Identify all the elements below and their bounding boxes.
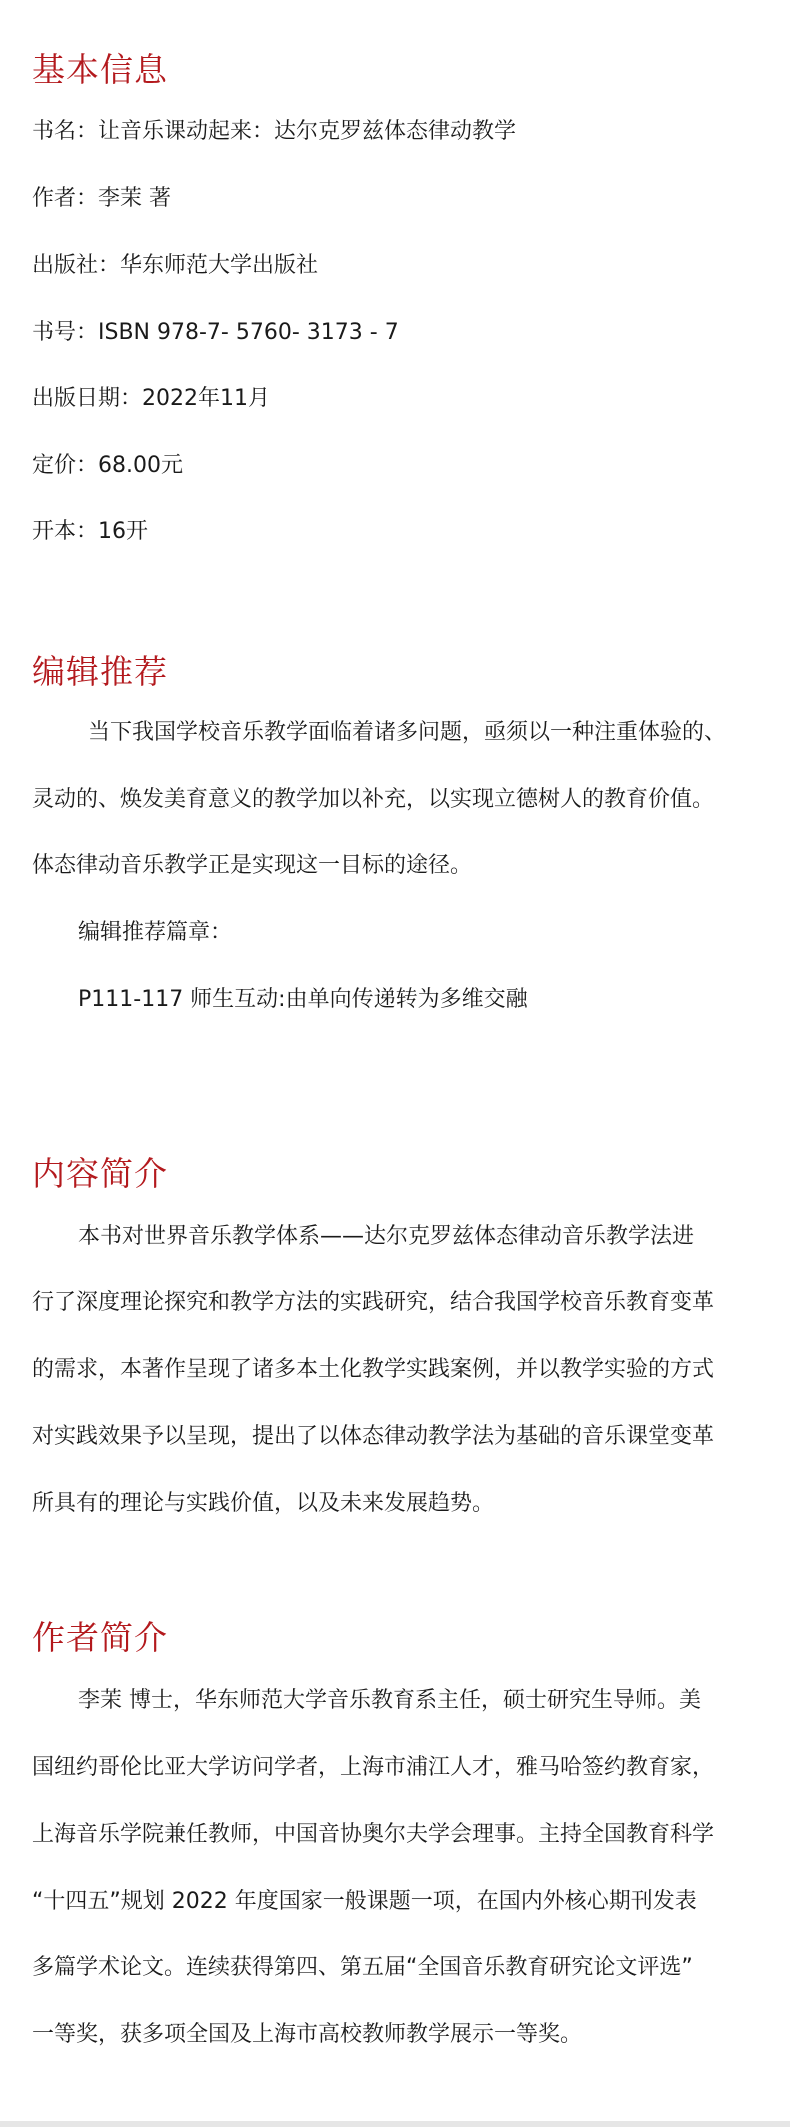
content-intro-heading: 内容简介 [32,1154,168,1193]
bottom-divider [0,2121,790,2127]
paragraph-line: 灵动的、焕发美育意义的教学加以补充，以实现立德树人的教育价值。 [32,787,715,812]
paragraph-line: 对实践效果予以呈现，提出了以体态律动教学法为基础的音乐课堂变革 [32,1424,715,1449]
basic-info-heading: 基本信息 [32,50,168,89]
paragraph-line: “十四五”规划 2022 年度国家一般课题一项，在国内外核心期刊发表 [32,1889,697,1914]
paragraph-line: 行了深度理论探究和教学方法的实践研究，结合我国学校音乐教育变革 [32,1290,715,1315]
editor-recommend-heading: 编辑推荐 [32,652,168,691]
paragraph-line: 本书对世界音乐教学体系——达尔克罗兹体态律动音乐教学法进 [78,1224,695,1249]
book-isbn: 书号：ISBN 978-7- 5760- 3173 - 7 [32,320,399,345]
paragraph-line: 李茉 博士，华东师范大学音乐教育系主任，硕士研究生导师。美 [78,1688,701,1713]
paragraph-line: 上海音乐学院兼任教师，中国音协奥尔夫学会理事。主持全国教育科学 [32,1822,715,1847]
author-intro-heading: 作者简介 [32,1618,168,1657]
book-publish-date: 出版日期：2022年11月 [32,386,270,411]
paragraph-line: 的需求，本著作呈现了诸多本土化教学实践案例，并以教学实验的方式 [32,1357,715,1382]
paragraph-line: 所具有的理论与实践价值，以及未来发展趋势。 [32,1491,495,1516]
book-publisher: 出版社：华东师范大学出版社 [32,253,319,278]
paragraph-line: 国纽约哥伦比亚大学访问学者，上海市浦江人才，雅马哈签约教育家， [32,1755,715,1780]
book-title: 书名：让音乐课动起来：达尔克罗兹体态律动教学 [32,119,517,144]
book-format: 开本：16开 [32,519,148,544]
recommended-chapter-item: P111-117 师生互动:由单向传递转为多维交融 [78,987,528,1012]
paragraph-line: 多篇学术论文。连续获得第四、第五届“全国音乐教育研究论文评选” [32,1955,693,1980]
book-author: 作者：李茉 著 [32,186,171,211]
paragraph-line: 体态律动音乐教学正是实现这一目标的途径。 [32,853,473,878]
paragraph-line: 一等奖，获多项全国及上海市高校教师教学展示一等奖。 [32,2022,583,2047]
recommended-chapters-label: 编辑推荐篇章： [78,920,233,945]
paragraph-line: 当下我国学校音乐教学面临着诸多问题，亟须以一种注重体验的、 [88,720,727,745]
book-price: 定价：68.00元 [32,453,183,478]
